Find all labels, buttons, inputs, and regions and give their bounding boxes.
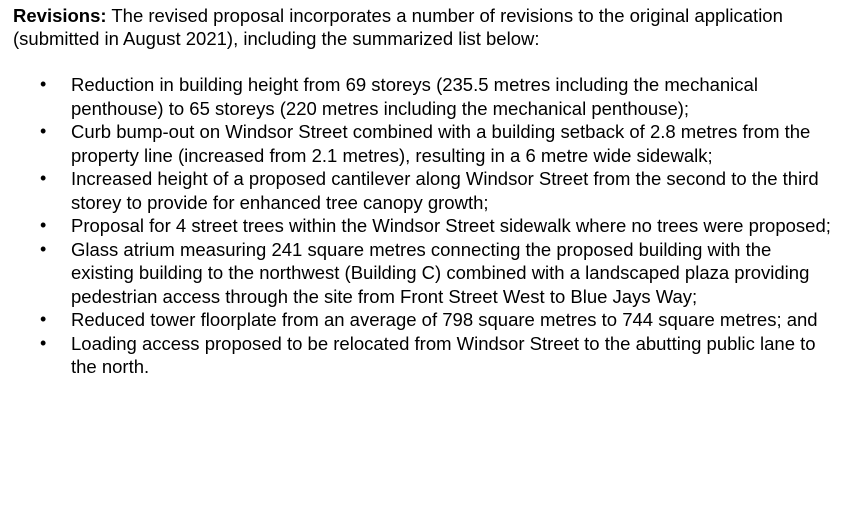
bullet-icon: •	[40, 121, 47, 141]
bullet-icon: •	[40, 215, 47, 235]
list-item	[13, 308, 833, 332]
list-item-text: Reduction in building height from 69 storeys (235.5 metres including the mechanical penthouse) to 65 storeys (220 metres including the mechanical penthouse);	[71, 74, 758, 119]
intro-lead: Revisions:	[13, 5, 107, 26]
bullet-icon: •	[40, 238, 47, 259]
list-item	[13, 167, 833, 214]
list-item-text: Reduced tower floorplate from an average of 798 square metres to 744 square metres; and	[71, 309, 818, 330]
bullet-icon: •	[40, 74, 47, 94]
bullet-icon: •	[40, 168, 47, 188]
revisions-list	[13, 73, 833, 379]
list-item	[13, 332, 833, 379]
list-item	[13, 238, 833, 309]
intro-text: The revised proposal incorporates a number of revisions to the original application (submitted in August 2021), including the summarized list below:	[13, 5, 783, 49]
document-body	[13, 4, 833, 379]
list-item-text: Curb bump-out on Windsor Street combined with a building setback of 2.8 metres from the property line (increased from 2.1 metres), resulting in a 6 metre wide sidewalk;	[71, 121, 811, 166]
list-item	[13, 73, 833, 120]
intro-paragraph	[13, 4, 833, 50]
list-item	[13, 120, 833, 167]
bullet-icon: •	[40, 309, 47, 329]
list-item	[13, 214, 833, 238]
list-item-text: Loading access proposed to be relocated from Windsor Street to the abutting public lane to the north.	[71, 332, 816, 377]
list-item-text: Proposal for 4 street trees within the Windsor Street sidewalk where no trees were proposed;	[71, 215, 831, 236]
list-item-text: Glass atrium measuring 241 square metres connecting the proposed building with the existing building to the northwest (Building C) combined with a landscaped plaza providing pedestrian access through the site from Front Street West to Blue Jays Way;	[71, 238, 810, 307]
list-item-text: Increased height of a proposed cantilever along Windsor Street from the second to the third storey to provide for enhanced tree canopy growth;	[71, 168, 819, 213]
bullet-icon: •	[40, 332, 47, 353]
